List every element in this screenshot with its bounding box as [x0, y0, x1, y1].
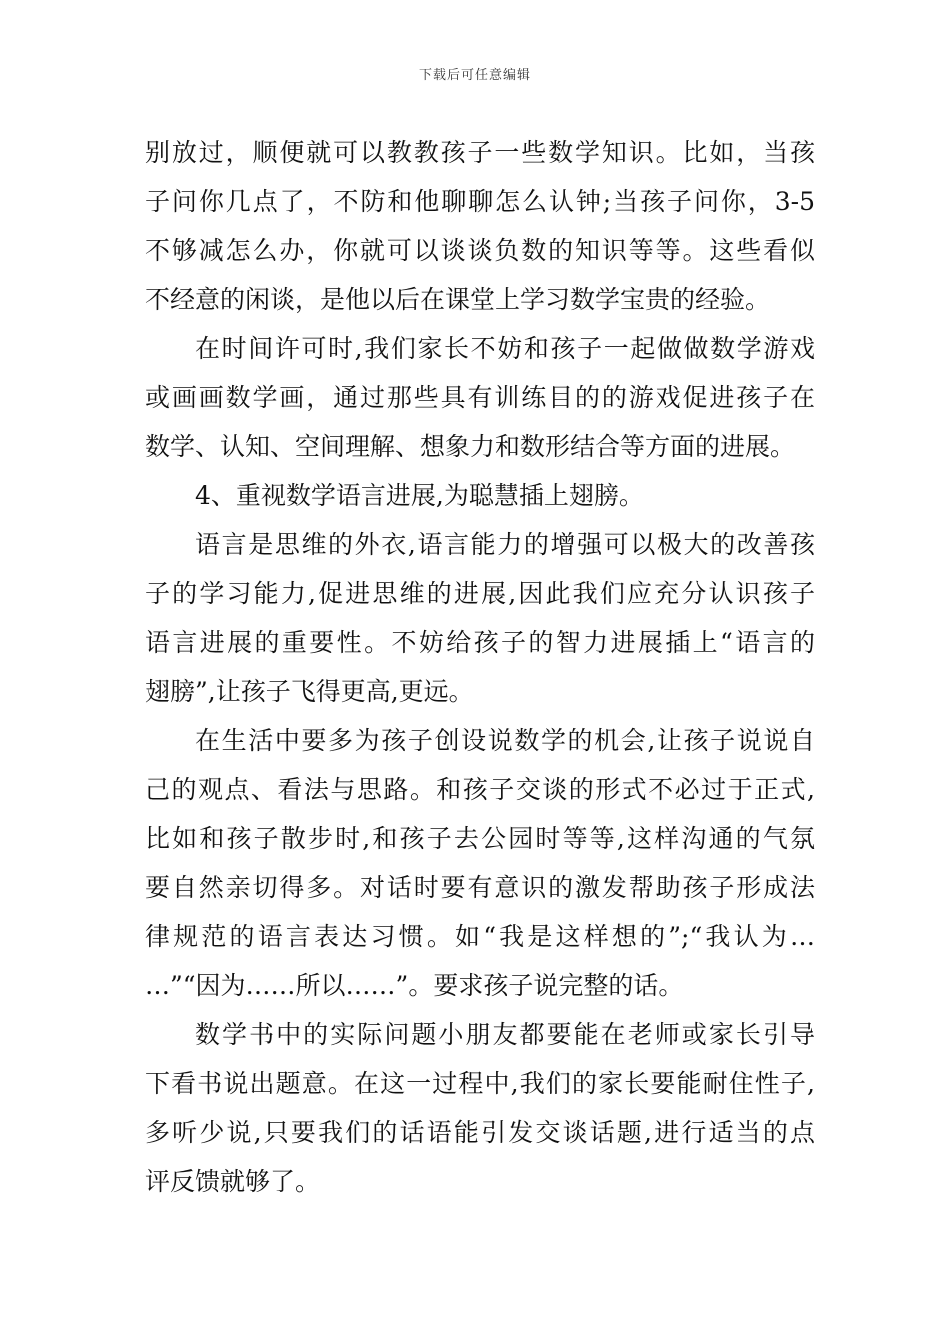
- text-line: 语言进展的重要性。不妨给孩子的智力进展插上“语言的: [145, 628, 815, 657]
- section-heading: 4、重视数学语言进展,为聪慧插上翅膀。: [195, 481, 644, 510]
- text-line: 己的观点、看法与思路。和孩子交谈的形式不必过于正式,: [145, 775, 815, 804]
- text-line: 子问你几点了，不防和他聊聊怎么认钟;当孩子问你，3-5: [145, 187, 815, 216]
- document-body: [145, 128, 815, 1206]
- text-line: 要自然亲切得多。对话时要有意识的激发帮助孩子形成法: [145, 873, 815, 902]
- text-line: 别放过，顺便就可以教教孩子一些数学知识。比如，当孩: [145, 138, 815, 167]
- paragraph-start-line: 语言是思维的外衣,语言能力的增强可以极大的改善孩: [195, 530, 815, 559]
- text-line: 比如和孩子散步时,和孩子去公园时等等,这样沟通的气氛: [145, 824, 815, 853]
- paragraph-start-line: 在生活中要多为孩子创设说数学的机会,让孩子说说自: [195, 726, 815, 755]
- text-line: 下看书说出题意。在这一过程中,我们的家长要能耐住性子,: [145, 1069, 815, 1098]
- text-line: 不够减怎么办，你就可以谈谈负数的知识等等。这些看似: [145, 236, 815, 265]
- page-header: 下载后可任意编辑: [418, 68, 531, 83]
- text-line: 不经意的闲谈，是他以后在课堂上学习数学宝贵的经验。: [145, 285, 771, 314]
- text-line: 数学、认知、空间理解、想象力和数形结合等方面的进展。: [145, 432, 796, 461]
- paragraph-start-line: 在时间许可时,我们家长不妨和孩子一起做做数学游戏: [195, 334, 815, 363]
- text-line: …”“因为……所以……”。要求孩子说完整的话。: [145, 971, 684, 1000]
- text-line: 律规范的语言表达习惯。如“我是这样想的”;“我认为…: [145, 922, 815, 951]
- text-line: 评反馈就够了。: [145, 1167, 321, 1196]
- text-line: 或画画数学画，通过那些具有训练目的的游戏促进孩子在: [145, 383, 815, 412]
- text-line: 多听少说,只要我们的话语能引发交谈话题,进行适当的点: [145, 1118, 815, 1147]
- paragraph-start-line: 数学书中的实际问题小朋友都要能在老师或家长引导: [195, 1020, 815, 1049]
- text-line: 翅膀”,让孩子飞得更高,更远。: [145, 677, 474, 706]
- text-line: 子的学习能力,促进思维的进展,因此我们应充分认识孩子: [145, 579, 815, 608]
